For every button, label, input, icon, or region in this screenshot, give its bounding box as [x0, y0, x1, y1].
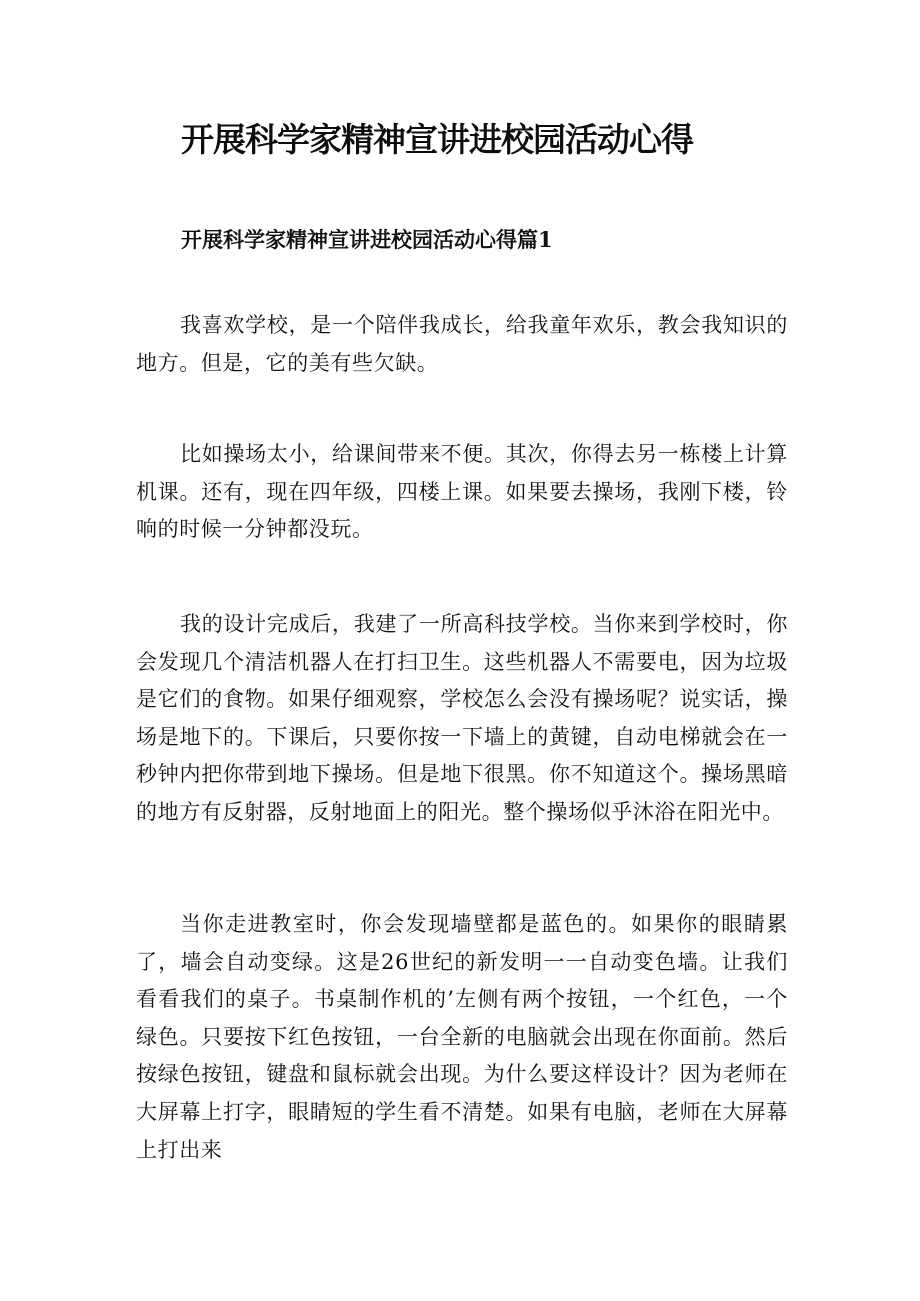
section-heading: 开展科学家精神宣讲进校园活动心得篇1	[181, 227, 553, 252]
paragraph-4: 当你走进教室时，你会发现墙壁都是蓝色的。如果你的眼睛累了，墙会自动变绿。这是26世纪的新发明一一自动变色墙。让我们看看我们的桌子。书桌制作机的’左侧有两个按钮，一个红色，一个绿色。只要按下红色按钮，一台全新的电脑就会出现在你面前。然后按绿色按钮，键盘和鼠标就会出现。为什么要这样设计？因为老师在大屏幕上打字，眼睛短的学生看不清楚。如果有电脑，老师在大屏幕上打出来	[136, 912, 788, 1162]
paragraph-2: 比如操场太小，给课间带来不便。其次，你得去另一栋楼上计算机课。还有，现在四年级，四楼上课。如果要去操场，我刚下楼，铃响的时候一分钟都没玩。	[136, 442, 788, 542]
paragraph-1: 我喜欢学校，是一个陪伴我成长，给我童年欢乐，教会我知识的地方。但是，它的美有些欠缺。	[136, 313, 788, 375]
paragraph-3: 我的设计完成后，我建了一所高科技学校。当你来到学校时，你会发现几个清洁机器人在打扫卫生。这些机器人不需要电，因为垃圾是它们的食物。如果仔细观察，学校怎么会没有操场呢？说实话，操场是地下的。下课后，只要你按一下墙上的黄键，自动电梯就会在一秒钟内把你带到地下操场。但是地下很黑。你不知道这个。操场黑暗的地方有反射器，反射地面上的阳光。整个操场似乎沐浴在阳光中。	[136, 612, 788, 824]
document-title: 开展科学家精神宣讲进校园活动心得	[181, 120, 693, 159]
